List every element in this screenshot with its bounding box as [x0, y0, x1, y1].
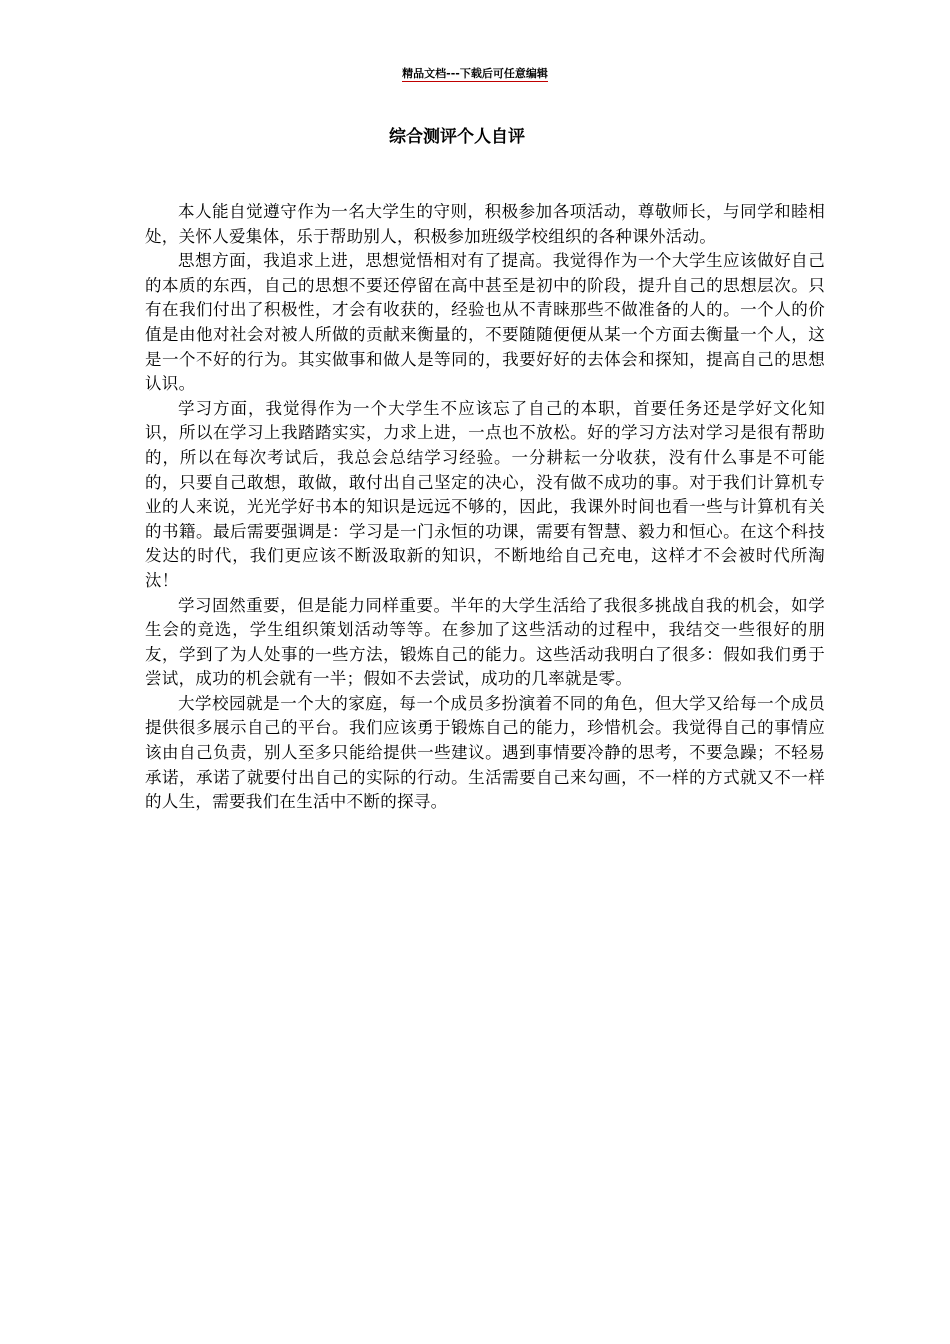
paragraph-campus: 大学校园就是一个大的家庭，每一个成员多扮演着不同的角色，但大学又给每一个成员提供很多展示自己的平台。我们应该勇于锻炼自己的能力，珍惜机会。我觉得自己的事情应该由自己负责，别人至多只能给提供一些建议。遇到事情要冷静的思考，不要急躁；不轻易承诺，承诺了就要付出自己的实际的行动。生活需要自己来勾画，不一样的方式就又不一样的人生，需要我们在生活中不断的探寻。	[145, 693, 825, 812]
document-body	[145, 200, 825, 815]
paragraph-thought: 思想方面，我追求上进，思想觉悟相对有了提高。我觉得作为一个大学生应该做好自己的本质的东西，自己的思想不要还停留在高中甚至是初中的阶段，提升自己的思想层次。只有在我们付出了积极性，才会有收获的，经验也从不青睐那些不做准备的人的。一个人的价值是由他对社会对被人所做的贡献来衡量的，不要随随便便从某一个方面去衡量一个人，这是一个不好的行为。其实做事和做人是等同的，我要好好的去体会和探知，提高自己的思想认识。	[145, 251, 825, 394]
paragraph-intro: 本人能自觉遵守作为一名大学生的守则，积极参加各项活动，尊敬师长，与同学和睦相处，关怀人爱集体，乐于帮助别人，积极参加班级学校组织的各种课外活动。	[145, 202, 825, 246]
paragraph-study: 学习方面，我觉得作为一个大学生不应该忘了自己的本职，首要任务还是学好文化知识，所以在学习上我踏踏实实，力求上进，一点也不放松。好的学习方法对学习是很有帮助的，所以在每次考试后，我总会总结学习经验。一分耕耘一分收获，没有什么事是不可能的，只要自己敢想，敢做，敢付出自己坚定的决心，没有做不成功的事。对于我们计算机专业的人来说，光光学好书本的知识是远远不够的，因此，我课外时间也看一些与计算机有关的书籍。最后需要强调是：学习是一门永恒的功课，需要有智慧、毅力和恒心。在这个科技发达的时代，我们更应该不断汲取新的知识，不断地给自己充电，这样才不会被时代所淘汰！	[145, 398, 825, 590]
header-note-text: 精品文档---下载后可任意编辑	[402, 67, 548, 80]
header-note	[0, 66, 950, 82]
document-title: 综合测评个人自评	[389, 127, 525, 147]
paragraph-ability: 学习固然重要，但是能力同样重要。半年的大学生活给了我很多挑战自我的机会，如学生会的竞选，学生组织策划活动等等。在参加了这些活动的过程中，我结交一些很好的朋友，学到了为人处事的一些方法，锻炼自己的能力。这些活动我明白了很多：假如我们勇于尝试，成功的机会就有一半；假如不去尝试，成功的几率就是零。	[145, 595, 825, 689]
